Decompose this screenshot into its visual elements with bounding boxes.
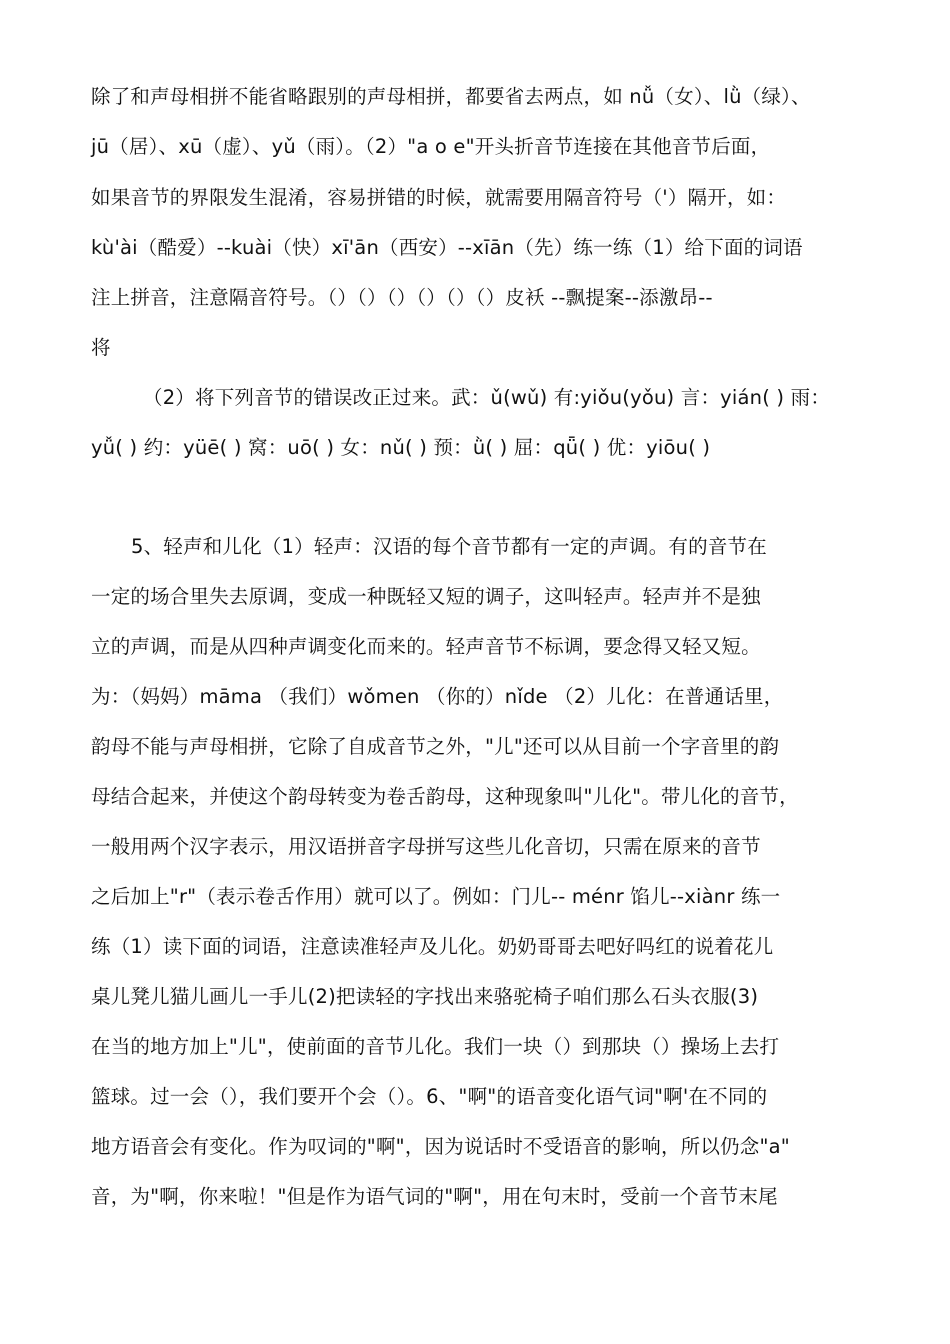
text-line: 除了和声母相拼不能省略跟别的声母相拼，都要省去两点，如 nǚ（女）、lǜ（绿）、 [91, 85, 811, 108]
text-line: 注上拼音，注意隔音符号。（）（）（）（）（）（）皮袄 --飘提案--添激昂-- [91, 286, 713, 309]
text-line: 将 [91, 336, 111, 359]
text-line: 一定的场合里失去原调，变成一种既轻又短的调子，这叫轻声。轻声并不是独 [91, 585, 761, 608]
text-line: 立的声调，而是从四种声调变化而来的。轻声音节不标调，要念得又轻又短。 [91, 635, 761, 658]
text-line: 练（1）读下面的词语，注意读准轻声及儿化。奶奶哥哥去吧好吗红的说着花儿 [91, 935, 774, 958]
text-line: 之后加上"r"（表示卷舌作用）就可以了。例如：门儿-- ménr 馅儿--xiànr 练一 [91, 885, 781, 908]
text-line: 在当的地方加上"儿"，使前面的音节儿化。我们一块（）到那块（）操场上去打 [91, 1035, 780, 1058]
text-line: （2）将下列音节的错误改正过来。武：ǔ(wǔ) 有:yiǒu(yǒu) 言：yián( ) 雨： [143, 386, 831, 409]
text-line: 母结合起来，并使这个韵母转变为卷舌韵母，这种现象叫"儿化"。带儿化的音节， [91, 785, 799, 808]
text-line: 音，为"啊，你来啦！"但是作为语气词的"啊"，用在句末时，受前一个音节末尾 [91, 1185, 778, 1208]
text-line: jū（居）、xū（虚）、yǔ（雨）。（2）"a o e"开头折音节连接在其他音节后面， [91, 135, 771, 158]
text-line: 5、轻声和儿化（1）轻声：汉语的每个音节都有一定的声调。有的音节在 [131, 535, 767, 558]
text-line: yǚ( ) 约：yüē( ) 窝：uō( ) 女：nǔ( ) 预：ǜ( ) 屈：qǖ( ) 优：yiōu( ) [91, 436, 711, 459]
text-line: 地方语音会有变化。作为叹词的"啊"，因为说话时不受语音的影响，所以仍念"a" [91, 1135, 790, 1158]
text-line: 为：（妈妈）māma （我们）wǒmen （你的）nǐde （2）儿化：在普通话里， [91, 685, 784, 708]
text-line: 如果音节的界限发生混淆，容易拼错的时候，就需要用隔音符号（'）隔开，如： [91, 186, 787, 209]
text-line: kù'ài（酷爱）--kuài（快）xī'ān（西安）--xīān（先）练一练（1）给下面的词语 [91, 236, 803, 259]
text-line: 一般用两个汉字表示，用汉语拼音字母拼写这些儿化音切，只需在原来的音节 [91, 835, 761, 858]
text-line: 韵母不能与声母相拼，它除了自成音节之外，"儿"还可以从目前一个字音里的韵 [91, 735, 780, 758]
text-line: 篮球。过一会（），我们要开个会（）。6、"啊"的语音变化语气词"啊'在不同的 [91, 1085, 768, 1108]
text-line: 桌儿凳儿猫儿画儿一手儿(2)把读轻的字找出来骆驼椅子咱们那么石头衣服(3) [91, 985, 759, 1008]
